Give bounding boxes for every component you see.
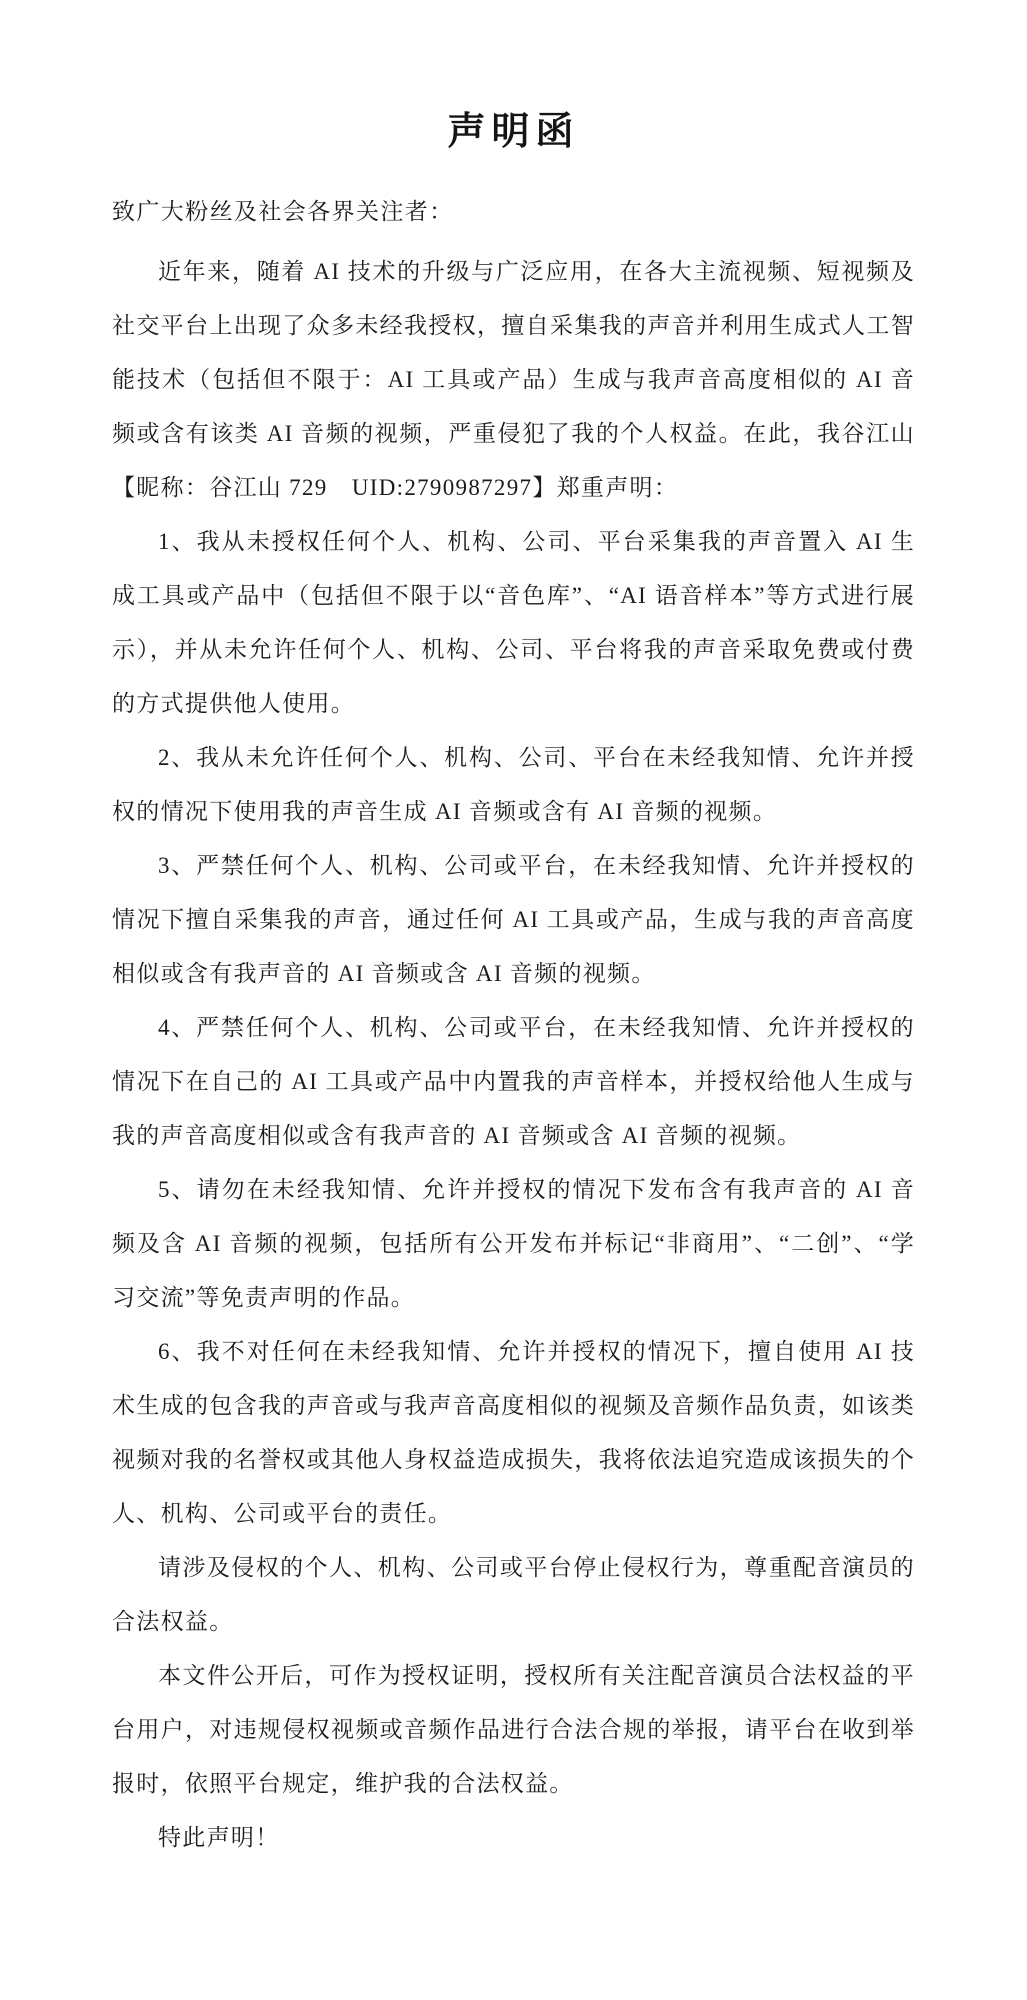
paragraph-1: 近年来，随着 AI 技术的升级与广泛应用，在各大主流视频、短视频及社交平台上出现了众多未经我授权，擅自采集我的声音并利用生成式人工智能技术（包括但不限于：AI 工具或产品）生成与我声音高度相似的 AI 音频或含有该类 AI 音频的视频，严重侵犯了我的个人权益。在此，我谷江山【昵称：谷江山 729 UID:2790987297】郑重声明： — [112, 259, 915, 500]
paragraph-7: 6、我不对任何在未经我知情、允许并授权的情况下，擅自使用 AI 技术生成的包含我的声音或与我声音高度相似的视频及音频作品负责，如该类视频对我的名誉权或其他人身权益造成损失，我将依法追究造成该损失的个人、机构、公司或平台的责任。 — [112, 1339, 915, 1526]
salutation: 致广大粉丝及社会各界关注者： — [112, 199, 454, 224]
paragraph-5: 4、严禁任何个人、机构、公司或平台，在未经我知情、允许并授权的情况下在自己的 AI 工具或产品中内置我的声音样本，并授权给他人生成与我的声音高度相似或含有我声音的 AI 音频或含 AI 音频的视频。 — [112, 1015, 915, 1148]
paragraph-3: 2、我从未允许任何个人、机构、公司、平台在未经我知情、允许并授权的情况下使用我的声音生成 AI 音频或含有 AI 音频的视频。 — [112, 745, 915, 824]
paragraph-8: 请涉及侵权的个人、机构、公司或平台停止侵权行为，尊重配音演员的合法权益。 — [112, 1555, 915, 1634]
paragraph-2: 1、我从未授权任何个人、机构、公司、平台采集我的声音置入 AI 生成工具或产品中（包括但不限于以“音色库”、“AI 语音样本”等方式进行展示），并从未允许任何个人、机构、公司、平台将我的声音采取免费或付费的方式提供他人使用。 — [112, 529, 915, 716]
paragraph-4: 3、严禁任何个人、机构、公司或平台，在未经我知情、允许并授权的情况下擅自采集我的声音，通过任何 AI 工具或产品，生成与我的声音高度相似或含有我声音的 AI 音频或含 AI 音频的视频。 — [112, 853, 915, 986]
paragraph-6: 5、请勿在未经我知情、允许并授权的情况下发布含有我声音的 AI 音频及含 AI 音频的视频，包括所有公开发布并标记“非商用”、“二创”、“学习交流”等免责声明的作品。 — [112, 1177, 915, 1310]
page-title: 声明函 — [447, 111, 580, 153]
paragraph-9: 本文件公开后，可作为授权证明，授权所有关注配音演员合法权益的平台用户，对违规侵权视频或音频作品进行合法合规的举报，请平台在收到举报时，依照平台规定，维护我的合法权益。 — [112, 1663, 915, 1796]
closing-statement: 特此声明！ — [158, 1825, 280, 1850]
